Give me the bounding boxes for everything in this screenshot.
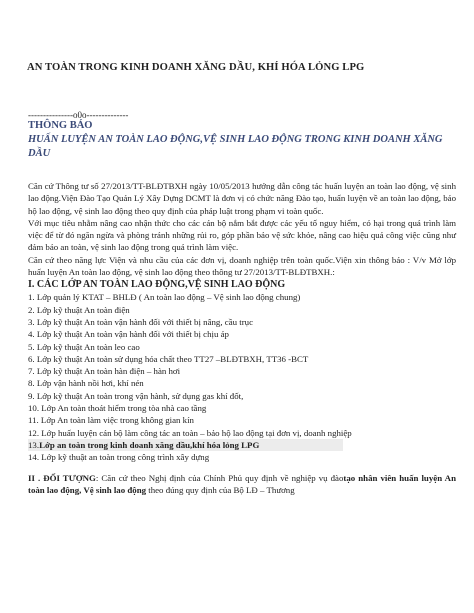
course-item: 5. Lớp kỹ thuật An toàn leo cao <box>28 341 140 352</box>
paragraph-legal-basis: Căn cứ Thông tư số 27/2013/TT-BLĐTBXH ngày 10/05/2013 hướng dẫn công tác huấn luyện an toàn lao động, vệ sinh lao động.Viện Đào Tạo Quản Lý Xây Dựng DCMT là đơn vị có chức năng Đào tạo, huấn luyện về an toàn lao động, bảo hộ lao động, vệ sinh lao động theo quy định của pháp luật trong phạm vi toàn quốc. <box>28 181 456 216</box>
course-13-title: Lớp an toàn trong kinh doanh xăng dầu,khí hóa lỏng LPG <box>39 439 260 450</box>
course-item: 8. Lớp vận hành nồi hơi, khí nén <box>28 378 144 389</box>
section-2-bold-text: tạo nhân viên huấn luyện An toàn lao động, Vệ sinh lao động <box>28 472 456 495</box>
course-item: 1. Lớp quản lý KTAT – BHLĐ ( An toàn lao động – Vệ sinh lao động chung) <box>28 292 301 303</box>
course-item: 14. Lớp kỹ thuật an toàn trong công trình xây dựng <box>28 452 210 463</box>
section-2-text: : Căn cứ theo Nghị định của Chính Phủ quy định về nghiệp vụ đào <box>95 472 344 483</box>
course-item: 10. Lớp An toàn thoát hiểm trong tòa nhà cao tầng <box>28 403 207 414</box>
notice-heading: THÔNG BÁO <box>28 120 93 131</box>
course-item: 3. Lớp kỹ thuật An toàn vận hành đối với thiết bị nâng, cầu trục <box>28 316 253 327</box>
course-item-highlighted <box>28 439 456 451</box>
section-2-heading: II . ĐỐI TƯỢNG <box>28 472 96 483</box>
course-item: 12. Lớp huấn luyện cán bộ làm công tác an toàn – bảo hộ lao động tại đơn vị, doanh nghiệp <box>28 427 352 438</box>
document-body <box>28 180 456 496</box>
separator: ---------------o0o-------------- <box>28 110 129 120</box>
section-1-heading: I. CÁC LỚP AN TOÀN LAO ĐỘNG,VỆ SINH LAO ĐỘNG <box>28 279 286 291</box>
course-list <box>28 291 456 463</box>
paragraph-objective: Với mục tiêu nhằm nâng cao nhận thức cho các cán bộ nắm bắt được các yếu tố nguy hiểm, có hại trong quá trình làm việc để từ đó ngăn ngừa và phòng tránh những rủi ro, góp phần bảo vệ sức khỏe, nâng cao hiệu quả công việc cũng như đảm bảo an toàn, vệ sinh lao động trong quá trình làm việc. <box>28 217 456 253</box>
course-item: 9. Lớp kỹ thuật An toàn trong vận hành, sử dụng gas khí đốt, <box>28 390 244 401</box>
course-item: 2. Lớp kỹ thuật An toàn điện <box>28 304 130 315</box>
section-2-paragraph <box>28 472 456 497</box>
section-2-text-continued: theo đúng quy định của Bộ LĐ – Thương <box>146 484 295 495</box>
notice-subject: HUẤN LUYỆN AN TOÀN LAO ĐỘNG,VỆ SINH LAO ĐỘNG TRONG KINH DOANH XĂNG DẦU <box>28 134 443 159</box>
course-item: 11. Lớp An toàn làm việc trong không gian kín <box>28 415 194 426</box>
course-13-number: 13. <box>28 439 40 450</box>
course-item: 6. Lớp kỹ thuật An toàn sử dụng hóa chất theo TT27 –BLĐTBXH, TT36 -BCT <box>28 353 309 364</box>
document-title: AN TOÀN TRONG KINH DOANH XĂNG DẦU, KHÍ HÓA LỎNG LPG <box>27 62 365 73</box>
course-item: 7. Lớp kỹ thuật An toàn hàn điện – hàn hơi <box>28 366 181 377</box>
paragraph-announcement: Căn cứ theo năng lực Viện và nhu cầu của các đơn vị, doanh nghiệp trên toàn quốc.Viện xin thông báo : V/v Mở lớp huấn luyện An toàn lao động, vệ sinh lao động theo thông tư 27/2013/TT-BLĐTBXH.: <box>28 254 456 278</box>
course-item: 4. Lớp kỹ thuật An toàn vận hành đối với thiết bị chịu áp <box>28 329 229 340</box>
